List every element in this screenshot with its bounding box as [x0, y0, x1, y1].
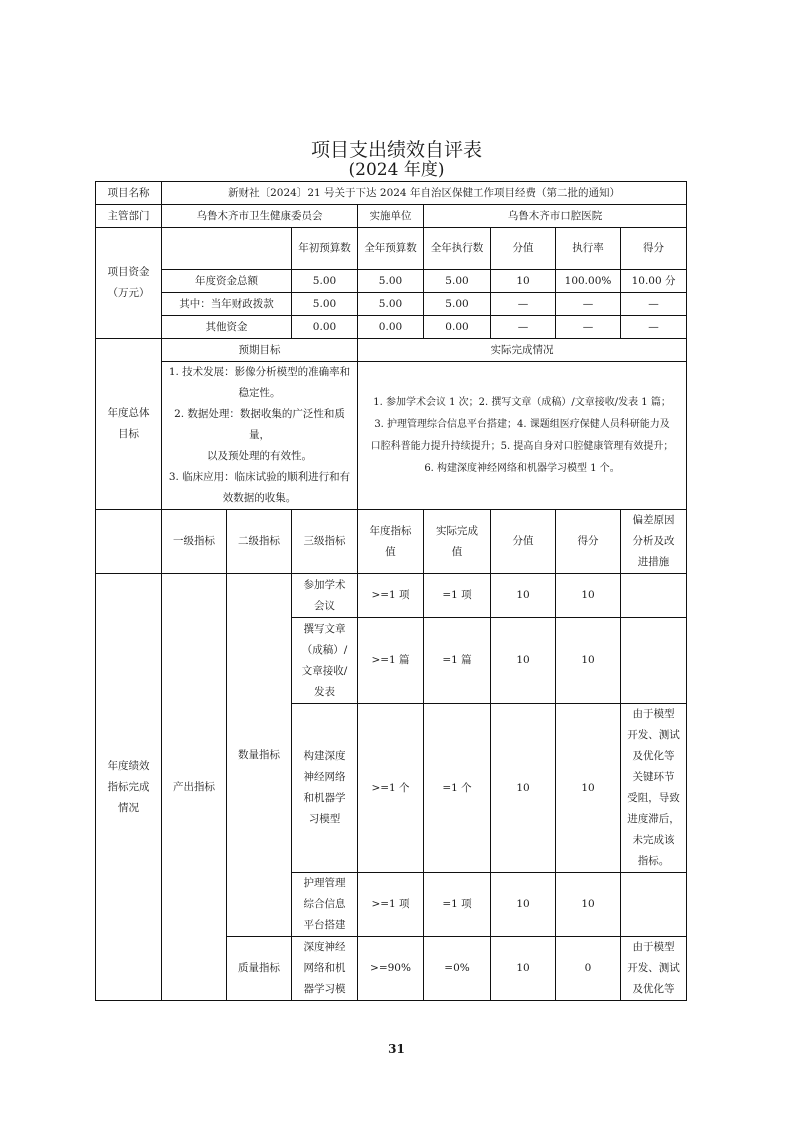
indicator-name-line: 深度神经	[303, 941, 346, 953]
indicator-actual: =0%	[424, 937, 491, 1001]
expected-goal-line: 1. 技术发展：影像分析模型的准确率和	[168, 366, 351, 378]
indicator-name	[292, 873, 358, 937]
indicator-name-line: 发表	[314, 685, 335, 698]
funds-row-label: 其中：当年财政拨款	[162, 293, 292, 316]
indicator-deviation	[621, 873, 687, 937]
indicator-target: >=1 项	[358, 873, 424, 937]
goals-label	[96, 339, 162, 510]
actual-completion-line: 1. 参加学术会议 1 次；2. 撰写文章（成稿）/文章接收/发表 1 篇；	[373, 396, 671, 408]
funds-header-cell: 年初预算数	[292, 228, 358, 270]
funds-cell: 100.00%	[556, 270, 621, 293]
funds-cell: —	[556, 316, 621, 339]
deviation-line: 由于模型	[632, 708, 675, 720]
indicator-score-value: 10	[491, 574, 556, 618]
indicator-deviation	[621, 618, 687, 704]
indicator-name-line: 会议	[314, 599, 335, 612]
funds-row	[96, 293, 687, 316]
dept-label: 主管部门	[96, 205, 162, 228]
deviation-line: 由于模型	[632, 941, 675, 953]
document-title: 项目支出绩效自评表	[310, 139, 482, 161]
funds-cell: —	[621, 293, 687, 316]
performance-table	[95, 181, 687, 1001]
actual-completion-line: 6. 构建深度神经网络和机器学习模型 1 个。	[424, 462, 620, 474]
impl-value: 乌鲁木齐市口腔医院	[424, 205, 687, 228]
funds-cell: 0.00	[424, 316, 491, 339]
indicator-name-line: 神经网络	[303, 771, 346, 783]
funds-row	[96, 316, 687, 339]
expected-goals-text	[162, 362, 358, 510]
indicator-score: 10	[556, 873, 621, 937]
actual-completion-text	[358, 362, 687, 510]
funds-cell: 5.00	[358, 270, 424, 293]
level2-header: 二级指标	[227, 510, 292, 574]
indicator-deviation	[621, 704, 687, 873]
deviation-line: 开发、测试	[627, 962, 680, 974]
expected-goal-line: 2. 数据处理：数据收集的广泛性和质量，	[174, 408, 345, 441]
deviation-header-line: 进措施	[637, 556, 670, 568]
actual-header	[424, 510, 491, 574]
indicator-name-line: 参加学术	[303, 578, 346, 591]
indicator-target: >=1 项	[358, 574, 424, 618]
indicator-target: >=1 篇	[358, 618, 424, 704]
actual-completion-header: 实际完成情况	[358, 339, 687, 362]
page-number: 31	[388, 1042, 405, 1056]
funds-cell: 10.00 分	[621, 270, 687, 293]
indicator-score: 10	[556, 574, 621, 618]
quality-indicator-label: 质量指标	[227, 937, 292, 1001]
expected-goals-header: 预期目标	[162, 339, 358, 362]
funds-header-cell: 分值	[491, 228, 556, 270]
funds-header-cell: 全年执行数	[424, 228, 491, 270]
score-value-header: 分值	[491, 510, 556, 574]
expected-goal-line: 3. 临床应用：临床试验的顺利进行和有	[168, 471, 351, 483]
quantity-indicator-label: 数量指标	[227, 574, 292, 937]
indicator-row	[96, 574, 687, 618]
indicator-name	[292, 937, 358, 1001]
actual-header-line: 实际完成	[436, 524, 478, 537]
indicator-name-line: 习模型	[308, 813, 341, 825]
indicator-actual: =1 项	[424, 873, 491, 937]
indicator-name-line: 文章接收/	[301, 664, 348, 677]
indicator-blank-header	[96, 510, 162, 574]
indicator-actual: =1 项	[424, 574, 491, 618]
indicator-target: >=90%	[358, 937, 424, 1001]
indicator-deviation	[621, 937, 687, 1001]
deviation-line: 进度滞后，	[627, 813, 680, 825]
funds-label	[96, 228, 162, 339]
indicator-name-line: 撰写文章	[303, 622, 346, 635]
actual-header-line: 值	[451, 545, 463, 558]
performance-section-label	[96, 574, 162, 1001]
indicator-score-value: 10	[491, 704, 556, 873]
document-subtitle: (2024 年度)	[348, 160, 445, 180]
funds-header-cell: 执行率	[556, 228, 621, 270]
deviation-line: 受阻，导致	[627, 792, 680, 804]
funds-cell: 0.00	[292, 316, 358, 339]
deviation-line: 及优化等	[632, 983, 675, 995]
section-label-line: 情况	[118, 801, 139, 814]
funds-row-label: 年度资金总额	[162, 270, 292, 293]
indicator-name	[292, 618, 358, 704]
goals-content-row	[96, 362, 687, 510]
project-name-value: 新财社〔2024〕21 号关于下达 2024 年自治区保健工作项目经费（第二批的通知）	[162, 182, 687, 205]
indicator-target: >=1 个	[358, 704, 424, 873]
goals-label-line: 年度总体	[107, 407, 150, 419]
funds-cell: 5.00	[424, 270, 491, 293]
deviation-header	[621, 510, 687, 574]
section-label-line: 指标完成	[107, 780, 150, 793]
indicator-score-value: 10	[491, 873, 556, 937]
funds-cell: —	[621, 316, 687, 339]
funds-label-line: 项目资金	[107, 266, 150, 278]
indicator-header-row	[96, 510, 687, 574]
indicator-actual: =1 个	[424, 704, 491, 873]
funds-cell: —	[491, 293, 556, 316]
indicator-name	[292, 574, 358, 618]
indicator-actual: =1 篇	[424, 618, 491, 704]
indicator-name-line: 构建深度	[303, 750, 346, 762]
deviation-line: 未完成该	[632, 834, 675, 846]
deviation-line: 及优化等	[632, 750, 675, 762]
funds-cell: —	[556, 293, 621, 316]
section-label-line: 年度绩效	[107, 759, 150, 772]
actual-completion-line: 口腔科普能力提升持续提升；5. 提高自身对口腔健康管理有效提升；	[370, 440, 674, 452]
indicator-score: 10	[556, 704, 621, 873]
deviation-header-line: 偏差原因	[632, 514, 675, 526]
indicator-deviation	[621, 574, 687, 618]
funds-blank-header	[162, 228, 292, 270]
funds-header-cell: 全年预算数	[358, 228, 424, 270]
indicator-score-value: 10	[491, 937, 556, 1001]
funds-header-row	[96, 228, 687, 270]
level1-value: 产出指标	[162, 574, 227, 1001]
project-name-label: 项目名称	[96, 182, 162, 205]
funds-cell: 0.00	[358, 316, 424, 339]
funds-cell: 5.00	[424, 293, 491, 316]
project-name-row	[96, 182, 687, 205]
deviation-header-line: 分析及改	[632, 535, 675, 547]
funds-cell: 5.00	[292, 293, 358, 316]
level1-header: 一级指标	[162, 510, 227, 574]
funds-row	[96, 270, 687, 293]
indicator-name-line: （成稿）/	[301, 643, 348, 656]
score-header: 得分	[556, 510, 621, 574]
deviation-line: 开发、测试	[627, 729, 680, 741]
funds-cell: 5.00	[358, 293, 424, 316]
deviation-line: 关键环节	[632, 771, 675, 783]
indicator-name-line: 综合信息	[303, 898, 346, 910]
deviation-line: 指标。	[637, 855, 670, 867]
level3-header: 三级指标	[292, 510, 358, 574]
indicator-name-line: 护理管理	[303, 877, 346, 889]
impl-label: 实施单位	[358, 205, 424, 228]
dept-value: 乌鲁木齐市卫生健康委员会	[162, 205, 358, 228]
funds-header-cell: 得分	[621, 228, 687, 270]
funds-cell: 10	[491, 270, 556, 293]
target-header-line: 年度指标	[369, 524, 412, 537]
expected-goal-line: 稳定性。	[238, 387, 281, 399]
goals-label-line: 目标	[118, 428, 139, 440]
expected-goal-line: 效数据的收集。	[222, 492, 297, 504]
goals-header-row	[96, 339, 687, 362]
dept-row	[96, 205, 687, 228]
funds-row-label: 其他资金	[162, 316, 292, 339]
indicator-score-value: 10	[491, 618, 556, 704]
funds-label-line: （万元）	[107, 287, 150, 299]
indicator-name-line: 平台搭建	[303, 919, 346, 931]
indicator-name-line: 器学习模	[303, 983, 346, 995]
indicator-name	[292, 704, 358, 873]
expected-goal-line: 以及预处理的有效性。	[207, 450, 312, 462]
actual-completion-line: 3. 护理管理综合信息平台搭建；4. 课题组医疗保健人员科研能力及	[374, 418, 670, 430]
indicator-name-line: 网络和机	[303, 962, 346, 974]
indicator-score: 0	[556, 937, 621, 1001]
target-header-line: 值	[385, 545, 396, 558]
indicator-name-line: 和机器学	[303, 792, 346, 804]
funds-cell: —	[491, 316, 556, 339]
funds-cell: 5.00	[292, 270, 358, 293]
indicator-score: 10	[556, 618, 621, 704]
target-header	[358, 510, 424, 574]
